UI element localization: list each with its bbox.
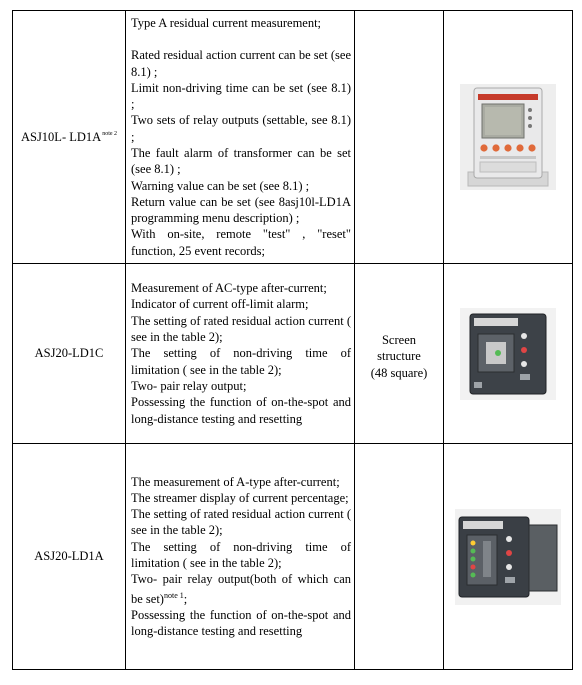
model-note: note 2: [102, 130, 118, 137]
description-line: Possessing the function of on-the-spot and long-distance testing and resetting: [131, 395, 351, 426]
structure-label: [355, 332, 443, 382]
relay-note: note 1: [163, 590, 184, 600]
panel-relay-device-icon: [458, 306, 558, 402]
description-line: The streamer display of current percentage;: [131, 490, 349, 505]
table-row: [13, 11, 573, 264]
panel-relay-led-device-icon: [453, 507, 563, 607]
description-line: Rated residual action current can be set (see 8.1) ;: [131, 48, 351, 79]
description-line: The setting of non-driving time of limitation ( see in the table 2);: [131, 539, 351, 570]
description-line: The fault alarm of transformer can be set (see 8.1) ;: [131, 146, 351, 177]
description-line: With on-site, remote "test" , "reset" function, 25 event records;: [131, 227, 351, 258]
description-line: The measurement of A-type after-current;: [131, 474, 340, 489]
relay-text: Two- pair relay output(both of which can be set): [131, 572, 351, 606]
model-cell: [13, 444, 126, 670]
description-line: Warning value can be set (see 8.1) ;: [131, 178, 310, 193]
description-line: Limit non-driving time can be set (see 8.1) ;: [131, 80, 351, 112]
structure-cell: [355, 332, 444, 670]
model-cell: [13, 264, 126, 444]
table-row: [13, 444, 573, 670]
description-line: The setting of rated residual action current ( see in the table 2);: [131, 507, 351, 538]
description-line: Possessing the function of on-the-spot and long-distance testing and resetting: [131, 607, 351, 639]
description-line: Type A residual current measurement;: [131, 15, 322, 30]
image-cell: [444, 11, 573, 264]
table-row: [13, 264, 573, 444]
image-cell: [444, 444, 573, 670]
description-line: The setting of rated residual action current ( see in the table 2);: [131, 313, 351, 345]
description-line: Two sets of relay outputs (settable, see 8.1) ;: [131, 113, 351, 144]
structure-cell-top: [355, 11, 444, 264]
structure-line: Screen: [381, 332, 416, 347]
description-line: Return value can be set (see 8asj10l-LD1A programming menu description) ;: [131, 194, 351, 226]
structure-line: (48 square): [370, 365, 428, 380]
description-line: The setting of non-driving time of limitation ( see in the table 2);: [131, 346, 351, 377]
description-cell: [126, 444, 355, 670]
model-cell: [13, 11, 126, 264]
din-rail-relay-device-icon: [458, 82, 558, 192]
description-cell: [126, 264, 355, 444]
product-spec-table: [12, 10, 573, 670]
structure-line: structure: [377, 349, 421, 364]
model-name: ASJ20-LD1A: [34, 549, 104, 563]
relay-tail: ;: [183, 591, 188, 606]
model-name: ASJ20-LD1C: [34, 346, 104, 360]
description-line: Measurement of AC-type after-current;: [131, 281, 327, 296]
description-line: [131, 571, 351, 607]
image-cell: [444, 264, 573, 444]
description-cell: [126, 11, 355, 264]
model-name: ASJ10L- LD1A: [20, 129, 102, 144]
description-line: Two- pair relay output;: [131, 378, 247, 393]
description-line: Indicator of current off-limit alarm;: [131, 297, 309, 312]
